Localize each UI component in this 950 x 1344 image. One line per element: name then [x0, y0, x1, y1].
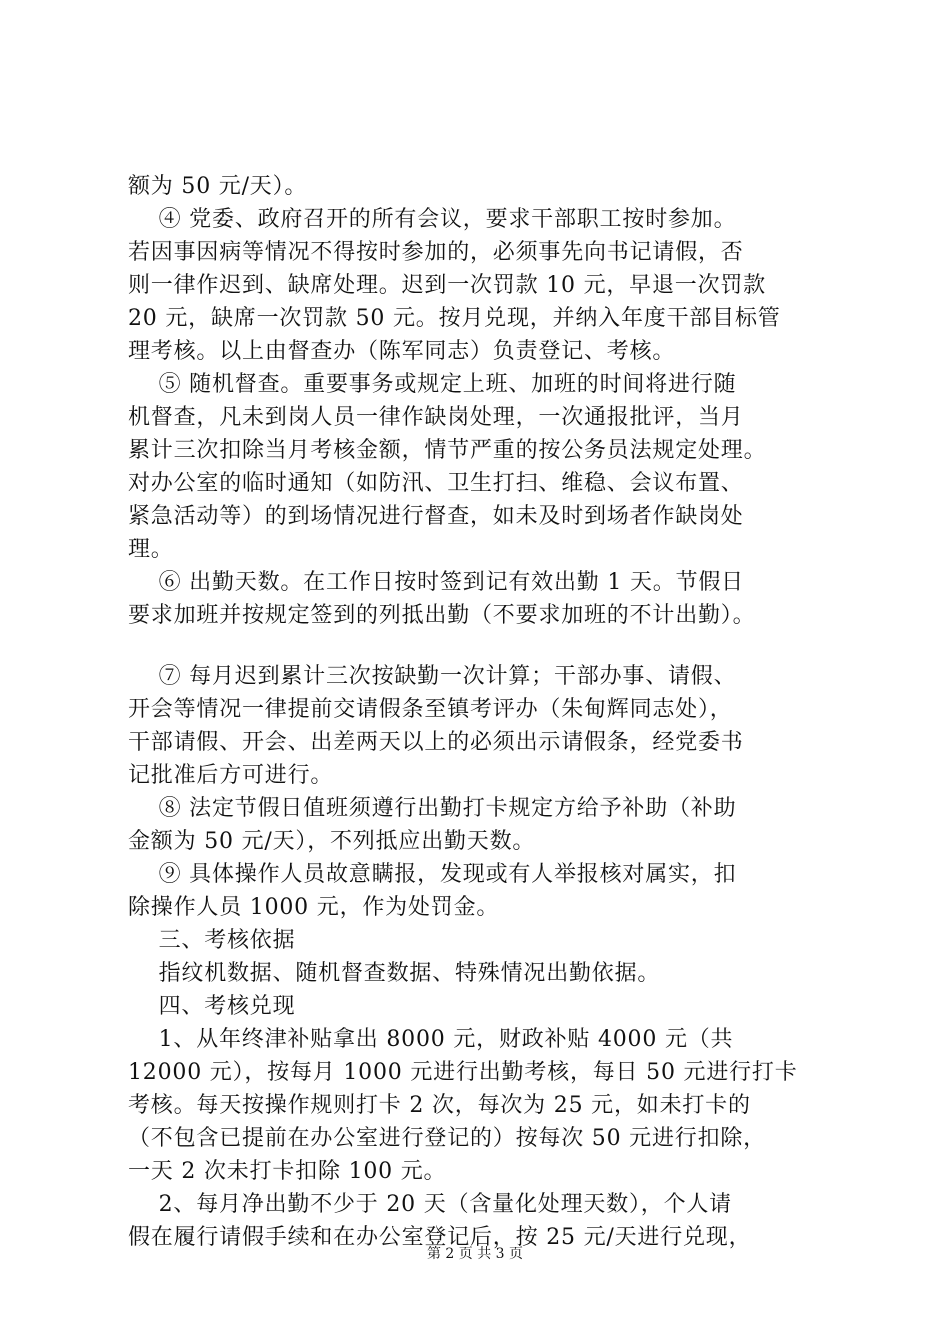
text-line: 开会等情况一律提前交请假条至镇考评办（朱甸辉同志处），	[128, 697, 733, 722]
text-line: 记批准后方可进行。	[128, 763, 334, 788]
text-line: ⑦ 每月迟到累计三次按缺勤一次计算；干部办事、请假、	[128, 664, 737, 689]
text-line: 假在履行请假手续和在办公室登记后，按 25 元/天进行兑现，	[128, 1225, 752, 1250]
text-line: 2、每月净出勤不少于 20 天（含量化处理天数），个人请	[128, 1192, 732, 1217]
text-line: 紧急活动等）的到场情况进行督查，如未及时到场者作缺岗处	[128, 504, 744, 529]
text-line: ⑤ 随机督查。重要事务或规定上班、加班的时间将进行随	[128, 372, 737, 397]
text-line: 对办公室的临时通知（如防汛、卫生打扫、维稳、会议布置、	[128, 471, 744, 496]
blank-line	[128, 632, 840, 660]
text-line: ④ 党委、政府召开的所有会议，要求干部职工按时参加。	[128, 207, 737, 232]
text-line: ⑥ 出勤天数。在工作日按时签到记有效出勤 1 天。节假日	[128, 570, 744, 595]
text-line: 一天 2 次未打卡扣除 100 元。	[128, 1159, 447, 1184]
document-body	[128, 170, 840, 1254]
text-line: 12000 元），按每月 1000 元进行出勤考核，每日 50 元进行打卡	[128, 1060, 798, 1085]
text-line: 则一律作迟到、缺席处理。迟到一次罚款 10 元，早退一次罚款	[128, 273, 766, 298]
text-line: 指纹机数据、随机督查数据、特殊情况出勤依据。	[128, 961, 661, 986]
text-line: ⑧ 法定节假日值班须遵行出勤打卡规定方给予补助（补助	[128, 796, 737, 821]
text-line: 除操作人员 1000 元，作为处罚金。	[128, 895, 500, 920]
text-line: 若因事因病等情况不得按时参加的，必须事先向书记请假，否	[128, 240, 744, 265]
text-line: 金额为 50 元/天），不列抵应出勤天数。	[128, 829, 536, 854]
text-line: 考核。每天按操作规则打卡 2 次，每次为 25 元，如未打卡的	[128, 1093, 751, 1118]
text-line: 理考核。以上由督查办（陈军同志）负责登记、考核。	[128, 339, 676, 364]
text-line: 四、考核兑现	[128, 994, 296, 1019]
text-line: 20 元，缺席一次罚款 50 元。按月兑现，并纳入年度干部目标管	[128, 306, 781, 331]
text-line: 理。	[128, 537, 174, 562]
text-line: 累计三次扣除当月考核金额，情节严重的按公务员法规定处理。	[128, 438, 767, 463]
page-footer: 第 2 页 共 3 页	[426, 1246, 524, 1262]
text-line: 额为 50 元/天）。	[128, 174, 308, 199]
text-line: ⑨ 具体操作人员故意瞒报，发现或有人举报核对属实，扣	[128, 862, 737, 887]
text-line: 三、考核依据	[128, 928, 296, 953]
text-line: 要求加班并按规定签到的列抵出勤（不要求加班的不计出勤）。	[128, 603, 756, 628]
text-line: 干部请假、开会、出差两天以上的必须出示请假条，经党委书	[128, 730, 744, 755]
text-line: 机督查，凡未到岗人员一律作缺岗处理，一次通报批评，当月	[128, 405, 744, 430]
text-line: （不包含已提前在办公室进行登记的）按每次 50 元进行扣除，	[128, 1126, 766, 1151]
text-line: 1、从年终津补贴拿出 8000 元，财政补贴 4000 元（共	[128, 1027, 734, 1052]
